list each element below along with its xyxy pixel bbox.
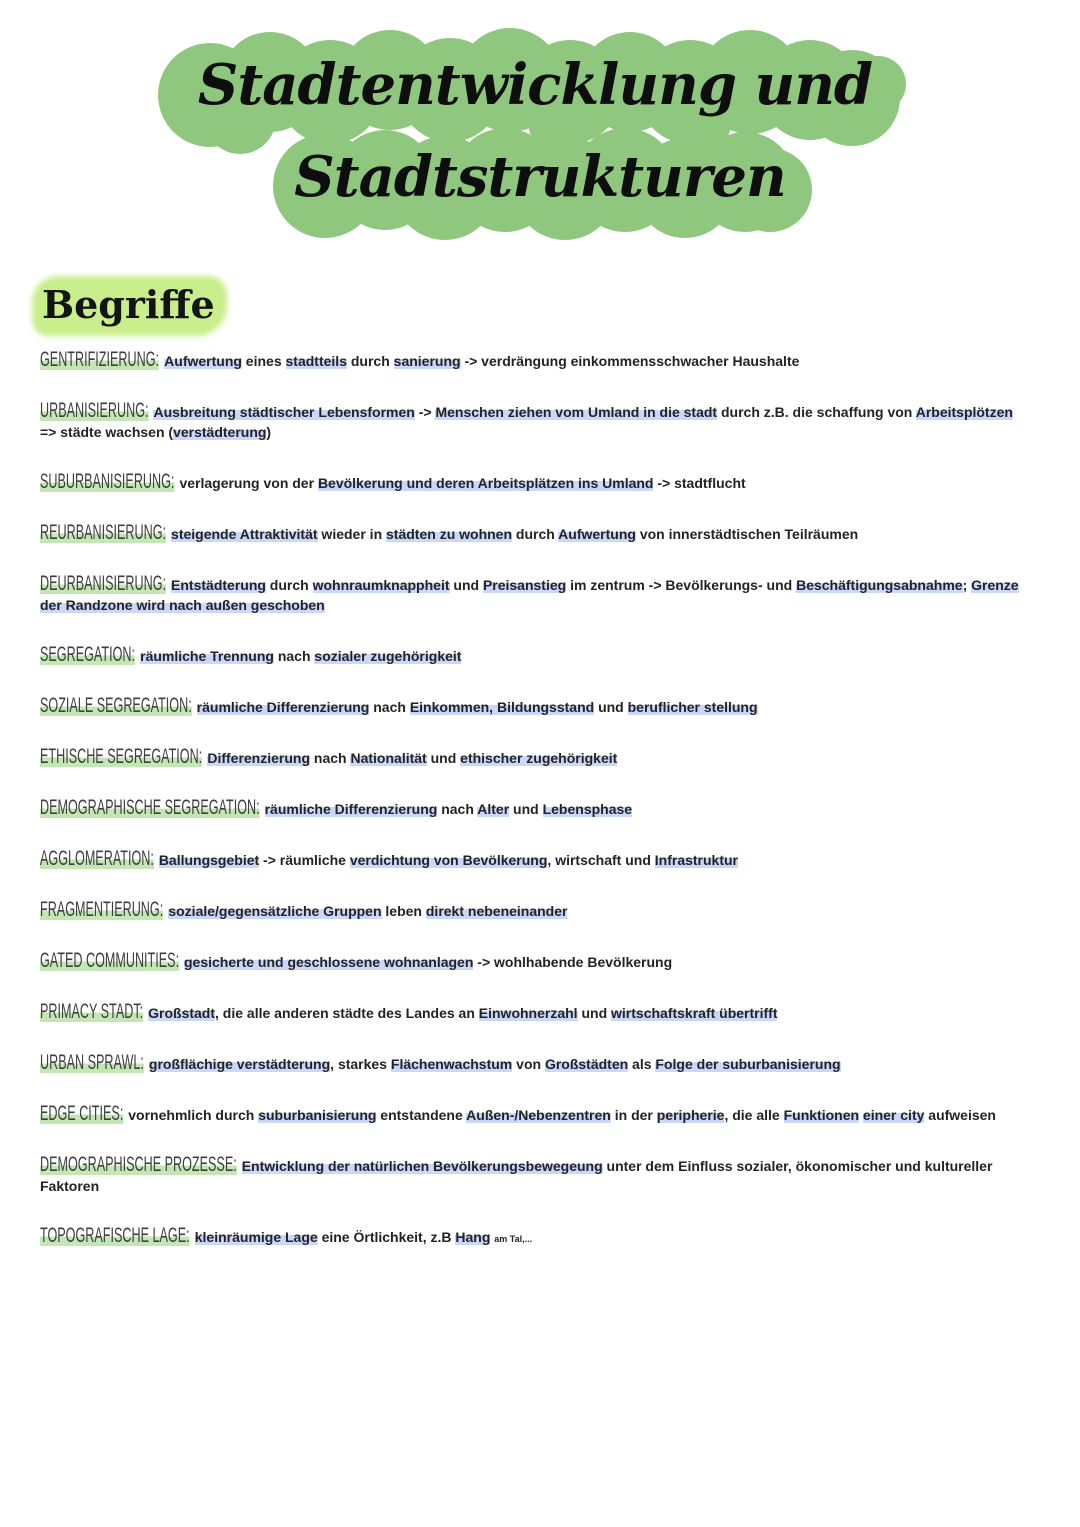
highlighted-phrase: steigende Attraktivität <box>171 526 318 542</box>
term-entry <box>40 1053 1025 1074</box>
definition-text: ) <box>266 424 272 440</box>
highlighted-phrase: verstädterung <box>173 424 267 440</box>
highlighted-phrase: wirtschaftskraft übertrifft <box>611 1005 778 1021</box>
definition-text: , die alle <box>724 1107 784 1123</box>
term-entry <box>40 401 1025 442</box>
highlighted-phrase: Preisanstieg <box>482 577 567 593</box>
definition-text: als <box>628 1056 656 1072</box>
term-label: AGGLOMERATION: <box>40 847 154 870</box>
definition-text: von innerstädtischen Teilräumen <box>635 526 859 542</box>
definition-text: eine Örtlichkeit, z.B <box>317 1229 456 1245</box>
definition-text: ; <box>962 577 972 593</box>
definition-text: von <box>512 1056 545 1072</box>
highlighted-phrase: beruflicher stellung <box>627 699 758 715</box>
definition-text: in der <box>610 1107 657 1123</box>
term-label: SEGREGATION: <box>40 643 135 666</box>
definition-text: -> <box>414 404 436 420</box>
small-note: am Tal,... <box>494 1234 533 1244</box>
term-label: ETHISCHE SEGREGATION: <box>40 745 203 768</box>
definition-text: verlagerung von der <box>179 475 318 491</box>
highlighted-phrase: Menschen ziehen vom Umland in die stadt <box>435 404 718 420</box>
definition-text: leben <box>381 903 426 919</box>
definition-text: entstandene <box>376 1107 467 1123</box>
definition-text: , wirtschaft und <box>547 852 655 868</box>
definition-text: -> stadtflucht <box>653 475 746 491</box>
highlighted-phrase: suburbanisierung <box>258 1107 377 1123</box>
definition-text: nach <box>273 648 315 664</box>
highlighted-phrase: räumliche Differenzierung <box>196 699 370 715</box>
term-definition <box>265 801 632 817</box>
highlighted-phrase: Entwicklung der natürlichen Bevölkerungsbewegeung <box>241 1158 603 1174</box>
definition-text: -> verdrängung einkommensschwacher Haushalte <box>460 353 800 369</box>
highlighted-phrase: Ausbreitung städtischer Lebensformen <box>153 404 415 420</box>
definition-text: durch z.B. die schaffung von <box>717 404 916 420</box>
term-entry <box>40 350 1025 371</box>
definition-text: -> räumliche <box>259 852 350 868</box>
highlighted-phrase: direkt nebeneinander <box>425 903 568 919</box>
definition-text: vornehmlich durch <box>128 1107 259 1123</box>
term-label: PRIMACY STADT: <box>40 1000 144 1023</box>
highlighted-phrase: räumliche Differenzierung <box>264 801 438 817</box>
term-label: DEURBANISIERUNG: <box>40 572 167 595</box>
definition-text: und <box>509 801 543 817</box>
definition-text: nach <box>310 750 351 766</box>
highlighted-phrase: Einwohnerzahl <box>478 1005 578 1021</box>
definition-text: durch <box>265 577 313 593</box>
term-definition <box>128 1107 996 1123</box>
term-entry <box>40 798 1025 819</box>
term-definition <box>168 903 567 919</box>
term-label: TOPOGRAFISCHE LAGE: <box>40 1224 190 1247</box>
term-label: EDGE CITIES: <box>40 1102 124 1125</box>
highlighted-phrase: Außen-/Nebenzentren <box>466 1107 611 1123</box>
highlighted-phrase: Aufwertung <box>558 526 636 542</box>
highlighted-phrase: räumliche Trennung <box>140 648 274 664</box>
definition-text: -> wohlhabende Bevölkerung <box>473 954 673 970</box>
highlighted-phrase: Alter <box>477 801 510 817</box>
term-label: DEMOGRAPHISCHE PROZESSE: <box>40 1153 237 1176</box>
term-definition <box>197 699 758 715</box>
term-label: FRAGMENTIERUNG: <box>40 898 164 921</box>
highlighted-phrase: wohnraumknappheit <box>312 577 450 593</box>
page-title-line-1: Stadtentwicklung und <box>197 52 873 118</box>
term-label: GENTRIFIZIERUNG: <box>40 348 160 371</box>
term-label: SOZIALE SEGREGATION: <box>40 694 192 717</box>
term-entry <box>40 849 1025 870</box>
highlighted-phrase: Bevölkerung und deren Arbeitsplätzen ins Umland <box>317 475 654 491</box>
highlighted-phrase: Arbeitsplötzen <box>915 404 1013 420</box>
highlighted-phrase: Beschäftigungsabnahme <box>796 577 963 593</box>
terms-list <box>40 350 1025 1279</box>
definition-text: => städte wachsen ( <box>40 424 174 440</box>
definition-text: durch <box>346 353 394 369</box>
term-definition <box>184 954 672 970</box>
highlighted-phrase: Hang <box>455 1229 491 1245</box>
definition-text: unter dem Einfluss sozialer, ökonomischer und kultureller Faktoren <box>40 1158 993 1194</box>
definition-text: und <box>449 577 483 593</box>
term-entry <box>40 747 1025 768</box>
term-entry <box>40 696 1025 717</box>
highlighted-phrase: Nationalität <box>350 750 427 766</box>
highlighted-phrase: großflächige verstädterung <box>148 1056 331 1072</box>
term-definition <box>164 353 799 369</box>
page-title-line-2: Stadtstrukturen <box>294 144 786 210</box>
term-definition <box>159 852 738 868</box>
highlighted-phrase: Aufwertung <box>164 353 242 369</box>
highlighted-phrase: Funktionen <box>783 1107 860 1123</box>
term-definition <box>207 750 617 766</box>
highlighted-phrase: Folge der suburbanisierung <box>655 1056 841 1072</box>
highlighted-phrase: Grenze der Randzone wird nach außen geschoben <box>40 577 1019 613</box>
highlighted-phrase: Infrastruktur <box>654 852 738 868</box>
highlighted-phrase: sozialer zugehörigkeit <box>314 648 462 664</box>
definition-text: , die alle anderen städte des Landes an <box>215 1005 479 1021</box>
term-definition <box>195 1229 532 1245</box>
highlighted-phrase: Lebensphase <box>542 801 633 817</box>
term-entry <box>40 1226 1025 1249</box>
definition-text: nach <box>437 801 478 817</box>
term-label: REURBANISIERUNG: <box>40 521 167 544</box>
section-heading: Begriffe <box>36 280 223 332</box>
definition-text: , starkes <box>330 1056 391 1072</box>
definition-text: und <box>577 1005 612 1021</box>
highlighted-phrase: verdichtung von Bevölkerung <box>349 852 548 868</box>
highlighted-phrase: Großstadt <box>148 1005 216 1021</box>
highlighted-phrase: Einkommen, Bildungsstand <box>409 699 595 715</box>
highlighted-phrase: Differenzierung <box>207 750 311 766</box>
highlighted-phrase: städten zu wohnen <box>386 526 513 542</box>
term-entry <box>40 951 1025 972</box>
highlighted-phrase: peripherie <box>656 1107 725 1123</box>
term-definition <box>40 577 1019 613</box>
term-label: DEMOGRAPHISCHE SEGREGATION: <box>40 796 260 819</box>
highlighted-phrase: soziale/gegensätzliche Gruppen <box>168 903 382 919</box>
definition-text: wieder in <box>317 526 387 542</box>
term-definition <box>40 404 1013 440</box>
highlighted-phrase: gesicherte und geschlossene wohnanlagen <box>183 954 474 970</box>
highlighted-phrase: Ballungsgebiet <box>158 852 260 868</box>
term-label: SUBURBANISIERUNG: <box>40 470 175 493</box>
definition-text: im zentrum -> Bevölkerungs- und <box>566 577 797 593</box>
definition-text: aufweisen <box>924 1107 996 1123</box>
highlighted-phrase: kleinräumige Lage <box>194 1229 318 1245</box>
highlighted-phrase: Flächenwachstum <box>390 1056 513 1072</box>
term-definition <box>171 526 858 542</box>
definition-text: und <box>426 750 461 766</box>
highlighted-phrase: einer city <box>862 1107 925 1123</box>
term-entry <box>40 1104 1025 1125</box>
definition-text: nach <box>369 699 410 715</box>
definition-text: eines <box>241 353 286 369</box>
term-entry <box>40 900 1025 921</box>
term-entry <box>40 645 1025 666</box>
definition-text: und <box>594 699 628 715</box>
term-label: URBAN SPRAWL: <box>40 1051 144 1074</box>
highlighted-phrase: Entstädterung <box>171 577 266 593</box>
term-entry <box>40 574 1025 615</box>
highlighted-phrase: stadtteils <box>285 353 347 369</box>
term-definition <box>140 648 461 664</box>
term-label: GATED COMMUNITIES: <box>40 949 180 972</box>
term-definition <box>148 1005 777 1021</box>
highlighted-phrase: sanierung <box>393 353 461 369</box>
term-definition <box>179 475 745 491</box>
highlighted-phrase: Großstädten <box>544 1056 629 1072</box>
term-entry <box>40 1002 1025 1023</box>
term-entry <box>40 472 1025 493</box>
definition-text: durch <box>512 526 559 542</box>
highlighted-phrase: ethischer zugehörigkeit <box>460 750 618 766</box>
term-definition <box>149 1056 841 1072</box>
term-entry <box>40 523 1025 544</box>
title-highlight-blob <box>0 0 1080 260</box>
term-label: URBANISIERUNG: <box>40 399 149 422</box>
term-entry <box>40 1155 1025 1196</box>
